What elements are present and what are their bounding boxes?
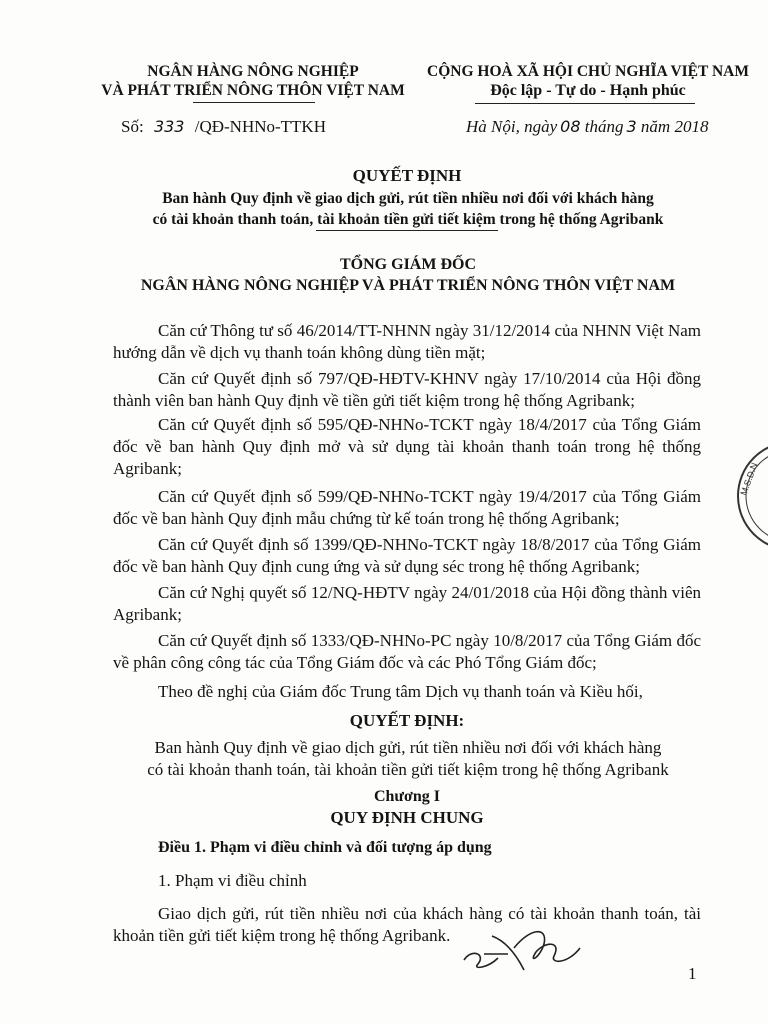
- motto-underline: [475, 103, 695, 104]
- article-1-item-1: 1. Phạm vi điều chỉnh: [158, 871, 307, 890]
- proposal-line: Theo đề nghị của Giám đốc Trung tâm Dịch vụ thanh toán và Kiều hối,: [158, 682, 643, 701]
- basis-3: Căn cứ Quyết định số 595/QĐ-NHNo-TCKT ngày 18/4/2017 của Tổng Giám đốc về ban hành Quy định mở và sử dụng tài khoản thanh toán trong hệ thống Agribank;: [113, 415, 701, 478]
- document-number: [121, 117, 326, 137]
- date-month: 3: [626, 117, 637, 136]
- chapter-number: Chương I: [373, 788, 441, 805]
- nation-motto: Độc lập - Tự do - Hạnh phúc: [490, 82, 686, 99]
- subject-line-1: Ban hành Quy định về giao dịch gửi, rút tiền nhiều nơi đối với khách hàng: [162, 190, 654, 207]
- number-prefix: Số:: [121, 117, 144, 136]
- decision-title: QUYẾT ĐỊNH: [352, 166, 462, 185]
- nation-block: [418, 62, 758, 100]
- decision-heading: QUYẾT ĐỊNH:: [349, 711, 465, 730]
- decision-line-2: có tài khoản thanh toán, tài khoản tiền gửi tiết kiệm trong hệ thống Agribank: [147, 760, 669, 779]
- article-1-text: Giao dịch gửi, rút tiền nhiều nơi của khách hàng có tài khoản thanh toán, tài khoản tiền gửi tiết kiệm trong hệ thống Agribank.: [113, 904, 701, 945]
- date-day: 08: [560, 117, 581, 136]
- stamp-seal: [732, 436, 768, 556]
- subject-line-2: có tài khoản thanh toán, tài khoản tiền gửi tiết kiệm trong hệ thống Agribank: [152, 211, 664, 228]
- issuer-block: [88, 62, 418, 100]
- issuer-underline: [193, 102, 315, 103]
- subject-underline: [316, 230, 498, 231]
- basis-1: Căn cứ Thông tư số 46/2014/TT-NHNN ngày 31/12/2014 của NHNN Việt Nam hướng dẫn về dịch vụ thanh toán không dùng tiền mặt;: [113, 321, 701, 362]
- document-date: [466, 117, 708, 137]
- nation-line-1: CỘNG HOÀ XÃ HỘI CHỦ NGHĨA VIỆT NAM: [427, 63, 749, 80]
- basis-2: Căn cứ Quyết định số 797/QĐ-HĐTV-KHNV ngày 17/10/2014 của Hội đồng thành viên ban hành Quy định về tiền gửi tiết kiệm trong hệ thống Agribank;: [113, 369, 701, 410]
- decision-subject: [88, 188, 728, 230]
- issuer-line-2: VÀ PHÁT TRIỂN NÔNG THÔN VIỆT NAM: [101, 82, 405, 99]
- basis-6: Căn cứ Nghị quyết số 12/NQ-HĐTV ngày 24/01/2018 của Hội đồng thành viên Agribank;: [113, 583, 701, 624]
- decision-body: [88, 737, 728, 781]
- authority-line-2: NGÂN HÀNG NÔNG NGHIỆP VÀ PHÁT TRIỂN NÔNG THÔN VIỆT NAM: [140, 277, 676, 294]
- authority-block: [88, 254, 728, 296]
- number-suffix: /QĐ-NHNo-TTKH: [194, 117, 326, 136]
- article-1-heading: Điều 1. Phạm vi điều chỉnh và đối tượng áp dụng: [158, 839, 492, 856]
- date-prefix: Hà Nội, ngày: [466, 117, 558, 136]
- date-suffix: năm 2018: [640, 117, 709, 136]
- chapter-title: QUY ĐỊNH CHUNG: [330, 808, 484, 827]
- page-number: 1: [688, 964, 697, 983]
- issuer-line-1: NGÂN HÀNG NÔNG NGHIỆP: [147, 63, 359, 80]
- basis-4: Căn cứ Quyết định số 599/QĐ-NHNo-TCKT ngày 19/4/2017 của Tổng Giám đốc về ban hành Quy định mẫu chứng từ kế toán trong hệ thống Agribank;: [113, 487, 701, 528]
- initials-signature: [458, 918, 598, 976]
- number-handwritten: 333: [153, 117, 185, 136]
- decision-line-1: Ban hành Quy định về giao dịch gửi, rút tiền nhiều nơi đối với khách hàng: [154, 738, 662, 757]
- basis-7: Căn cứ Quyết định số 1333/QĐ-NHNo-PC ngày 10/8/2017 của Tổng Giám đốc về phân công công tác của Tổng Giám đốc và các Phó Tổng Giám đốc;: [113, 631, 701, 672]
- date-mid: tháng: [584, 117, 624, 136]
- stamp-text: M.S.D.N: [738, 461, 760, 497]
- authority-line-1: TỔNG GIÁM ĐỐC: [340, 256, 476, 273]
- basis-5: Căn cứ Quyết định số 1399/QĐ-NHNo-TCKT ngày 18/8/2017 của Tổng Giám đốc về ban hành Quy định cung ứng và sử dụng séc trong hệ thống Agribank;: [113, 535, 701, 576]
